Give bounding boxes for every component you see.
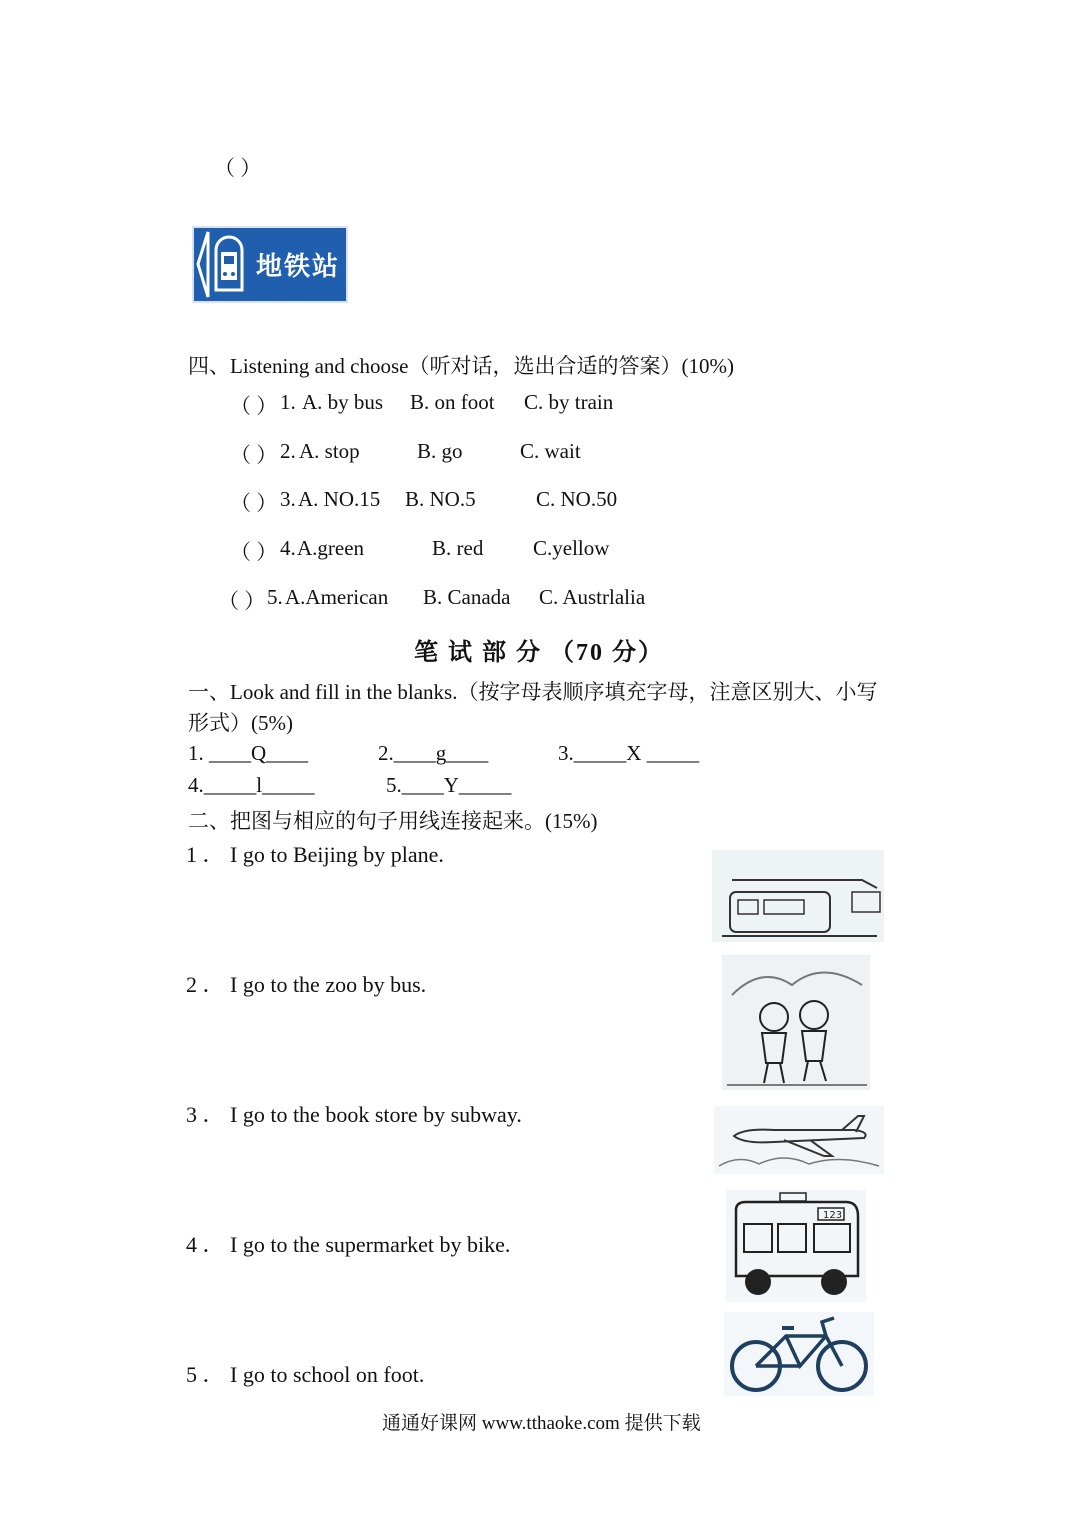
answer-bracket: （ ）: [218, 589, 266, 613]
option-c: C. wait: [520, 439, 581, 463]
blank-3: 3._____X _____: [558, 741, 700, 765]
blank-5: 5.____Y_____: [386, 773, 512, 797]
item-num: 3.: [280, 487, 296, 511]
option-a: A.green: [297, 536, 365, 560]
bicycle-picture: [724, 1312, 874, 1396]
answer-bracket: （ ）: [230, 394, 278, 418]
svg-text:123: 123: [823, 1210, 843, 1221]
sentence-3: 3 ． I go to the book store by subway.: [186, 1102, 522, 1127]
subway-sign: [192, 226, 348, 303]
option-b: B. red: [432, 536, 484, 560]
sentence-2: 2 ． I go to the zoo by bus.: [186, 972, 427, 997]
blank-4: 4._____l_____: [188, 773, 315, 797]
item-num: 4.: [280, 536, 296, 560]
answer-bracket: （ ）: [230, 443, 278, 467]
item-num: 1.: [280, 390, 296, 414]
written-test-title: 笔 试 部 分 （70 分）: [414, 640, 664, 666]
item-num: 5.: [267, 585, 283, 609]
option-c: C. Austrlalia: [539, 585, 646, 609]
answer-bracket: （ ）: [230, 540, 278, 564]
sentence-1: 1 ． I go to Beijing by plane.: [186, 842, 444, 867]
blank-2: 2.____g____: [378, 741, 489, 765]
option-a: A. NO.15: [298, 487, 381, 511]
answer-bracket: （ ）: [214, 156, 262, 180]
train-icon: [194, 228, 254, 301]
option-b: B. go: [417, 439, 463, 463]
option-a: A. by bus: [302, 390, 384, 414]
item-num: 2.: [280, 439, 296, 463]
option-b: B. Canada: [423, 585, 511, 609]
section1-heading: 一、Look and fill in the blanks.（按字母表顺序填充字母，注意区别大、小写: [188, 680, 878, 704]
option-c: C.yellow: [533, 536, 610, 560]
sentence-5: 5 ． I go to school on foot.: [186, 1362, 425, 1387]
option-a: A.American: [285, 585, 389, 609]
airplane-picture: [714, 1106, 884, 1174]
blank-1: 1. ____Q____: [188, 741, 309, 765]
subway-train-picture: [712, 850, 884, 942]
footer-text: 通通好课网 www.tthaoke.com 提供下载: [382, 1413, 701, 1434]
option-a: A. stop: [299, 439, 360, 463]
option-b: B. NO.5: [405, 487, 476, 511]
section1-heading-cont: 形式）(5%): [188, 711, 293, 735]
option-b: B. on foot: [410, 390, 495, 414]
option-c: C. by train: [524, 390, 614, 414]
list-item: [230, 390, 277, 420]
sign-label: 地铁站: [256, 252, 341, 282]
bus-picture: [726, 1190, 866, 1302]
section2-heading: 二、把图与相应的句子用线连接起来。(15%): [188, 809, 598, 833]
sentence-4: 4 ． I go to the supermarket by bike.: [186, 1232, 511, 1257]
option-c: C. NO.50: [536, 487, 618, 511]
walking-children-picture: [722, 955, 870, 1090]
answer-bracket: （ ）: [230, 491, 278, 515]
section4-heading: 四、Listening and choose（听对话，选出合适的答案）(10%): [188, 354, 734, 378]
